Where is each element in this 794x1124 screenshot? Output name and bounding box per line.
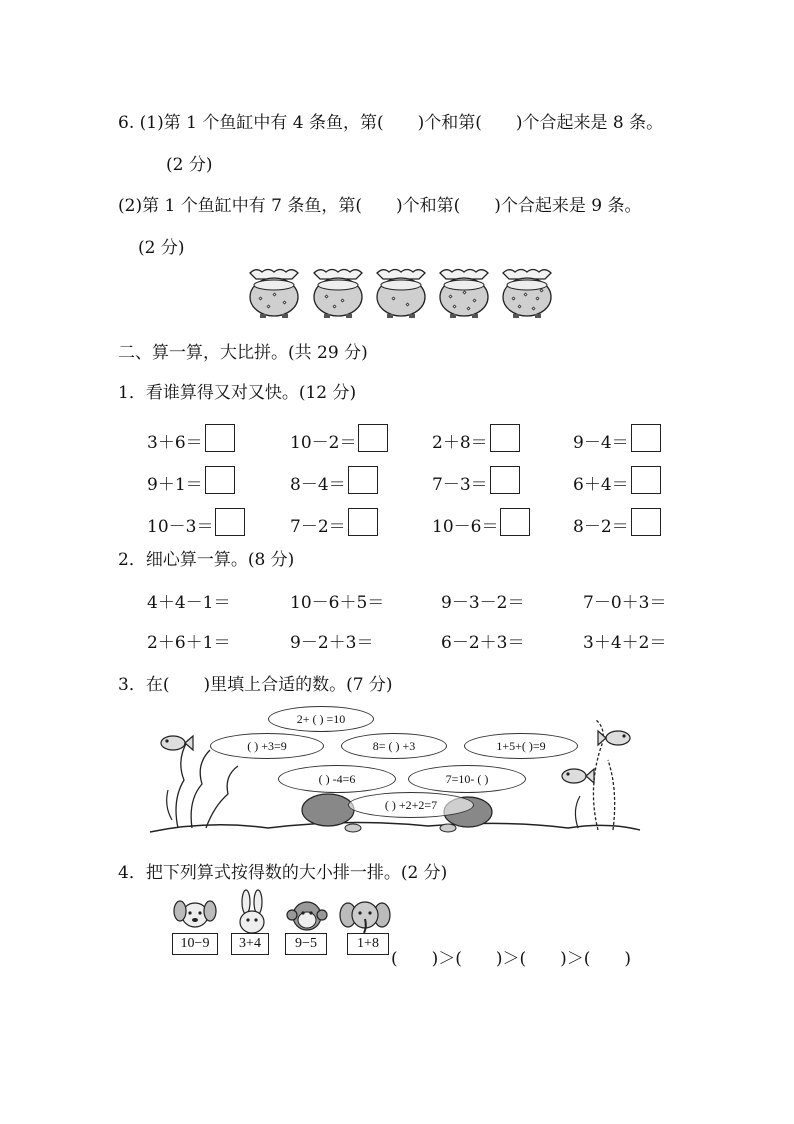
expression-card: 9−5	[285, 933, 327, 955]
equation-item: 2＋8＝	[432, 424, 520, 453]
equation-item: 3＋4＋2＝	[583, 633, 667, 653]
svg-text:⋄: ⋄	[405, 300, 411, 309]
svg-text:⋄: ⋄	[535, 294, 541, 303]
bubble-equation[interactable]: 7=10- ( )	[408, 765, 526, 793]
q6-part2-score: (2 分)	[138, 238, 185, 258]
bubble-equation[interactable]: ( ) +2+2=7	[348, 792, 474, 818]
svg-text:⋄: ⋄	[340, 296, 346, 305]
answer-box[interactable]	[205, 466, 235, 494]
equation-item: 7－2＝	[290, 508, 378, 537]
q4-title: 4．把下列算式按得数的大小排一排。(2 分)	[118, 863, 448, 883]
q1-title: 1．看谁算得又对又快。(12 分)	[118, 383, 357, 403]
bubble-equation[interactable]: 8= ( ) +3	[341, 733, 447, 759]
answer-box[interactable]	[348, 466, 378, 494]
equation-item: 6－2＋3＝	[441, 633, 525, 653]
fishbowl-icon	[310, 267, 366, 319]
fish-icon	[155, 733, 195, 753]
answer-box[interactable]	[500, 508, 530, 536]
section2-title: 二、算一算，大比拼。(共 29 分)	[118, 343, 368, 363]
fishbowl-icon	[373, 267, 429, 319]
svg-text:⋄: ⋄	[452, 302, 458, 311]
answer-box[interactable]	[631, 424, 661, 452]
fish-icon	[556, 766, 596, 786]
svg-text:⋄: ⋄	[517, 302, 523, 311]
dog-icon	[172, 895, 218, 935]
svg-text:⋄: ⋄	[272, 290, 278, 299]
svg-text:⋄: ⋄	[466, 304, 472, 313]
answer-box[interactable]	[631, 508, 661, 536]
svg-text:⋄: ⋄	[462, 288, 468, 297]
equation-item: 10－2＝	[290, 424, 388, 453]
q2-title: 2．细心算一算。(8 分)	[118, 550, 295, 570]
equation-item: 9－2＋3＝	[290, 633, 374, 653]
expression-card: 3+4	[231, 933, 269, 955]
answer-box[interactable]	[215, 508, 245, 536]
svg-text:⋄: ⋄	[448, 292, 454, 301]
answer-box[interactable]	[490, 466, 520, 494]
equation-item: 6＋4＝	[573, 466, 661, 495]
answer-box[interactable]	[490, 424, 520, 452]
svg-text:⋄: ⋄	[539, 286, 545, 295]
q6-part1-score: (2 分)	[166, 155, 213, 175]
bubble-equation[interactable]: ( ) -4=6	[278, 765, 396, 793]
bubble-equation[interactable]: 1+5+( )=9	[464, 733, 578, 759]
bubble-equation[interactable]: ( ) +3=9	[210, 733, 324, 759]
expression-card: 10−9	[172, 933, 218, 955]
rabbit-icon	[232, 890, 272, 936]
expression-card: 1+8	[347, 933, 389, 955]
svg-text:⋄: ⋄	[391, 294, 397, 303]
fishbowl-icon	[499, 267, 555, 319]
equation-item: 7－3＝	[432, 466, 520, 495]
answer-box[interactable]	[631, 466, 661, 494]
q6-part2-text: (2)第 1 个鱼缸中有 7 条鱼，第( )个和第( )个合起来是 9 条。	[118, 196, 642, 216]
equation-item: 10－6＝	[432, 508, 530, 537]
answer-box[interactable]	[348, 508, 378, 536]
fish-icon	[596, 728, 636, 748]
ordering-answer-line[interactable]: ( )＞( )＞( )＞( )	[391, 949, 632, 969]
bubble-equation[interactable]: 2+ ( ) =10	[268, 706, 374, 732]
elephant-icon	[340, 897, 390, 935]
equation-item: 4＋4－1＝	[147, 593, 231, 613]
svg-text:⋄: ⋄	[472, 296, 478, 305]
q6-part1-text: 6. (1)第 1 个鱼缸中有 4 条鱼，第( )个和第( )个合起来是 8 条。	[118, 113, 664, 133]
equation-item: 9＋1＝	[147, 466, 235, 495]
svg-text:⋄: ⋄	[531, 304, 537, 313]
equation-item: 9－3－2＝	[441, 593, 525, 613]
svg-text:⋄: ⋄	[523, 290, 529, 299]
equation-item: 10－3＝	[147, 508, 245, 537]
svg-text:⋄: ⋄	[258, 294, 264, 303]
fishbowl-icon	[246, 267, 302, 319]
equation-item: 3＋6＝	[147, 424, 235, 453]
svg-text:⋄: ⋄	[266, 302, 272, 311]
q3-title: 3．在( )里填上合适的数。(7 分)	[118, 675, 393, 695]
equation-item: 9－4＝	[573, 424, 661, 453]
svg-text:⋄: ⋄	[511, 294, 517, 303]
equation-item: 7－0＋3＝	[583, 593, 667, 613]
svg-text:⋄: ⋄	[324, 292, 330, 301]
equation-item: 10－6＋5＝	[290, 593, 385, 613]
equation-item: 2＋6＋1＝	[147, 633, 231, 653]
monkey-icon	[286, 897, 328, 935]
svg-text:⋄: ⋄	[282, 298, 288, 307]
equation-item: 8－2＝	[573, 508, 661, 537]
fishbowl-icon	[436, 267, 492, 319]
equation-item: 8－4＝	[290, 466, 378, 495]
svg-text:⋄: ⋄	[332, 302, 338, 311]
answer-box[interactable]	[205, 424, 235, 452]
answer-box[interactable]	[358, 424, 388, 452]
